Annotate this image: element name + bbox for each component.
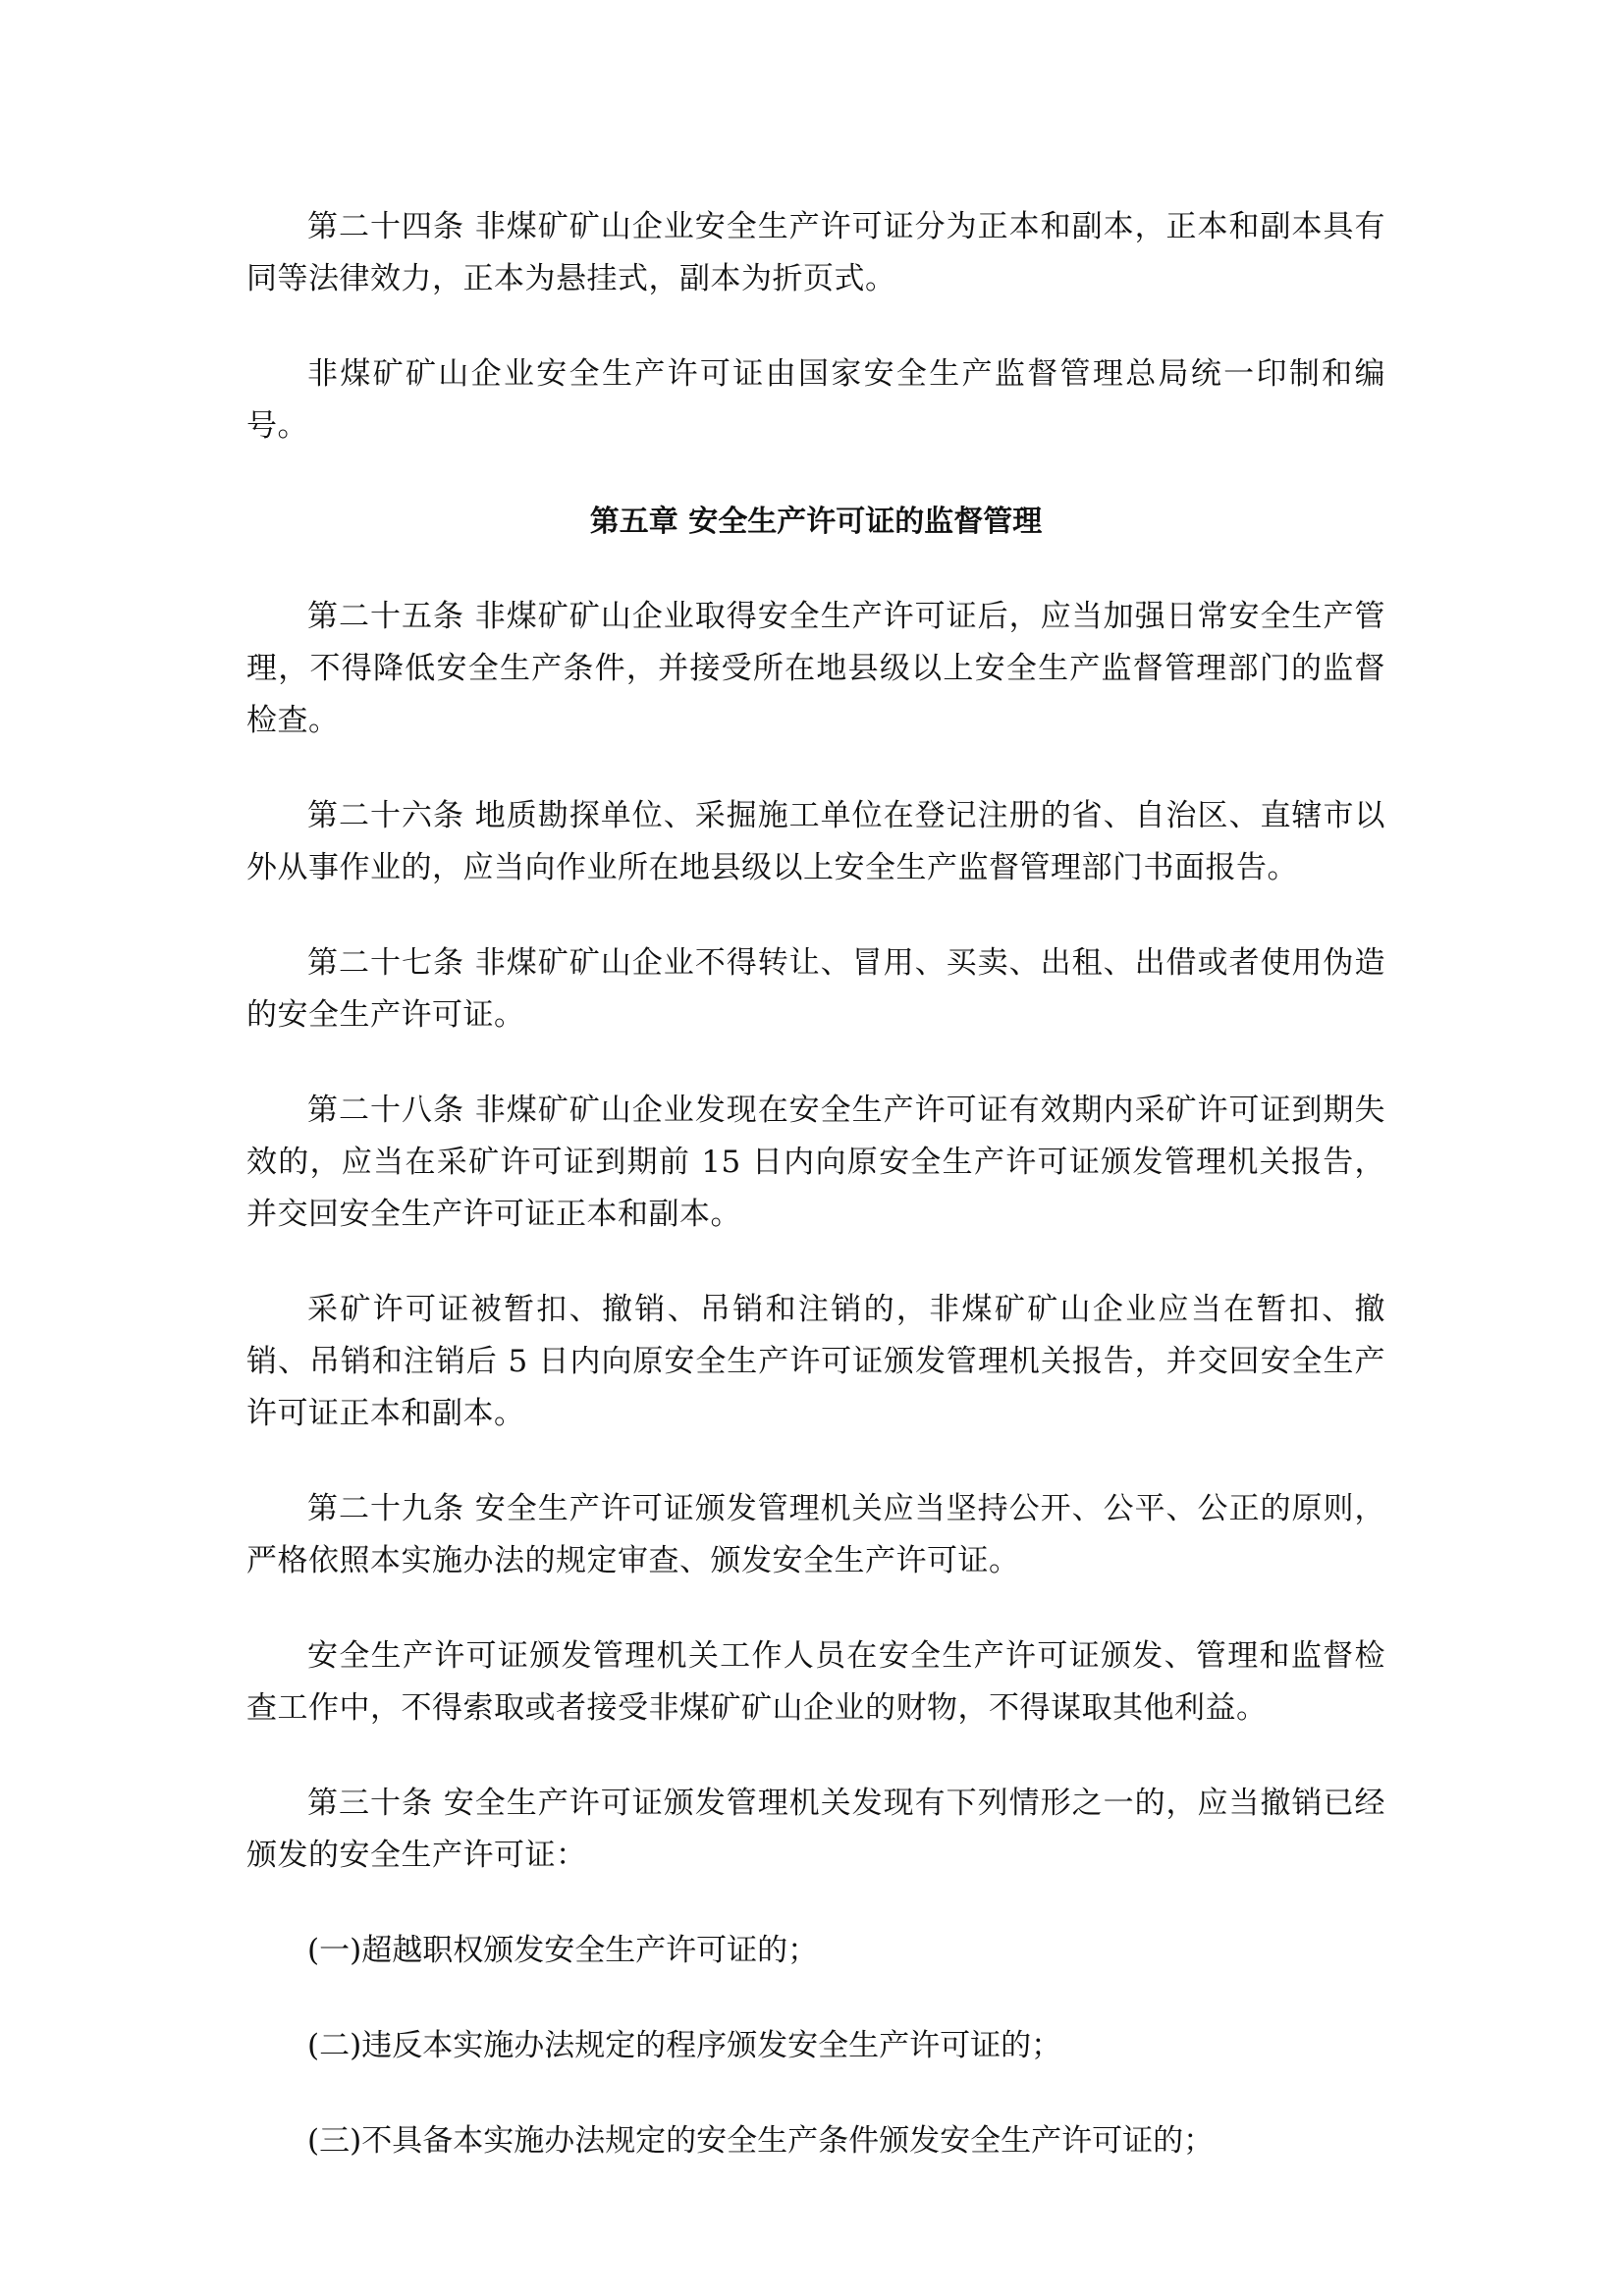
list-item: (一)超越职权颁发安全生产许可证的； (307, 1933, 819, 1968)
document-page (246, 201, 1385, 2211)
chapter-heading: 第五章 安全生产许可证的监督管理 (589, 505, 1043, 539)
mining-license-revocation-paragraph: 采矿许可证被暂扣、撤销、吊销和注销的，非煤矿矿山企业应当在暂扣、撤销、吊销和注销后 5 日内向原安全生产许可证颁发管理机关报告，并交回安全生产许可证正本和副本。 (246, 1292, 1385, 1431)
staff-conduct-paragraph: 安全生产许可证颁发管理机关工作人员在安全生产许可证颁发、管理和监督检查工作中，不得索取或者接受非煤矿矿山企业的财物，不得谋取其他利益。 (246, 1638, 1385, 1726)
article-26-paragraph: 第二十六条 地质勘探单位、采掘施工单位在登记注册的省、自治区、直辖市以外从事作业的，应当向作业所在地县级以上安全生产监督管理部门书面报告。 (246, 798, 1385, 885)
license-printing-paragraph: 非煤矿矿山企业安全生产许可证由国家安全生产监督管理总局统一印制和编号。 (246, 356, 1385, 444)
article-27-paragraph: 第二十七条 非煤矿矿山企业不得转让、冒用、买卖、出租、出借或者使用伪造的安全生产许可证。 (246, 945, 1385, 1033)
article-30-paragraph: 第三十条 安全生产许可证颁发管理机关发现有下列情形之一的，应当撤销已经颁发的安全生产许可证： (246, 1786, 1385, 1873)
list-item: (二)违反本实施办法规定的程序颁发安全生产许可证的； (307, 2028, 1062, 2063)
list-item: (三)不具备本实施办法规定的安全生产条件颁发安全生产许可证的； (307, 2123, 1215, 2159)
article-24-paragraph: 第二十四条 非煤矿矿山企业安全生产许可证分为正本和副本，正本和副本具有同等法律效力，正本为悬挂式，副本为折页式。 (246, 209, 1385, 296)
article-28-paragraph: 第二十八条 非煤矿矿山企业发现在安全生产许可证有效期内采矿许可证到期失效的，应当在采矿许可证到期前 15 日内向原安全生产许可证颁发管理机关报告，并交回安全生产许可证正本和副本。 (246, 1093, 1385, 1232)
article-29-paragraph: 第二十九条 安全生产许可证颁发管理机关应当坚持公开、公平、公正的原则，严格依照本实施办法的规定审查、颁发安全生产许可证。 (246, 1491, 1385, 1578)
article-25-paragraph: 第二十五条 非煤矿矿山企业取得安全生产许可证后，应当加强日常安全生产管理，不得降低安全生产条件，并接受所在地县级以上安全生产监督管理部门的监督检查。 (246, 599, 1385, 738)
